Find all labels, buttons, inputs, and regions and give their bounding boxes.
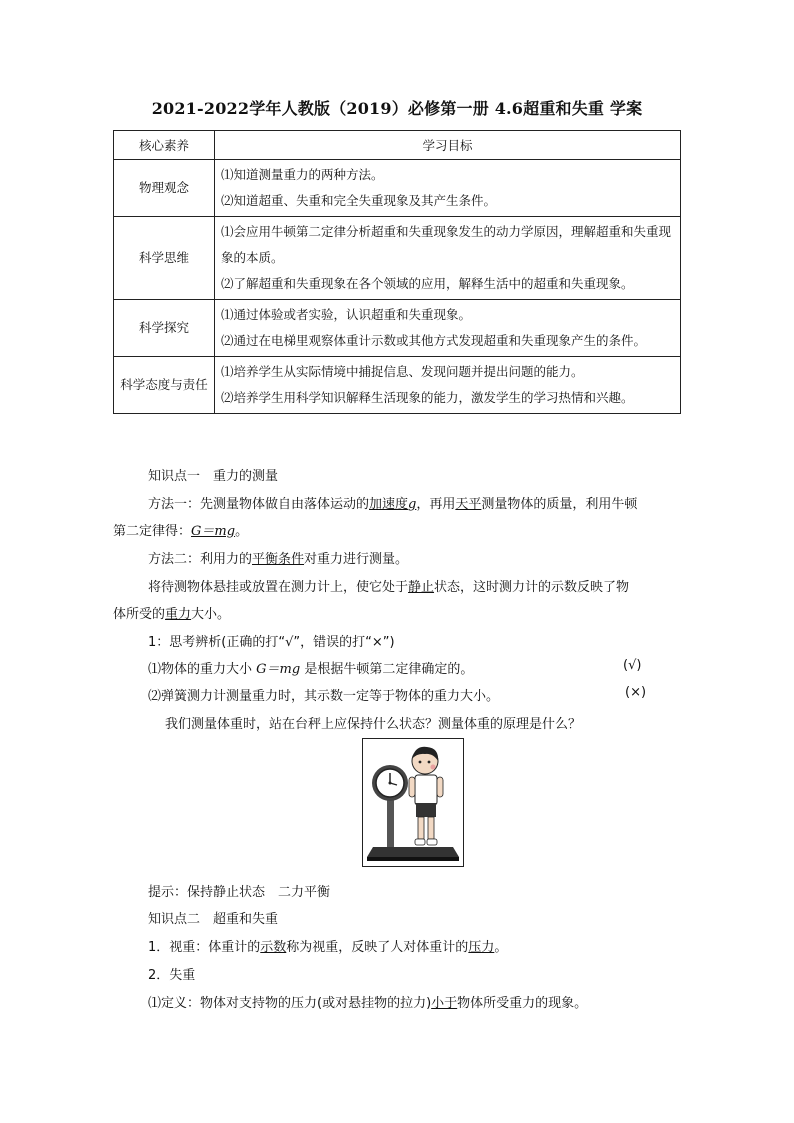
judge-mark-1: (√) [623,658,642,673]
formula: G＝mg [191,524,236,539]
answer-blank: 小于 [431,996,458,1011]
goals-cell [215,300,681,357]
header-core-literacy: 核心素养 [114,131,215,160]
text-fragment: 体所受的 [113,607,166,622]
text-fragment: 方法二：利用力的 [148,552,253,567]
section2-item-2: 2．失重 [148,968,196,983]
paragraph-line [148,576,629,595]
goal-item: ⑵了解超重和失重现象在各个领域的应用，解释生活中的超重和失重现象。 [221,276,634,291]
section2-heading: 知识点二 超重和失重 [148,912,279,927]
text-fragment: 方法一：先测量物体做自由落体运动的 [148,497,370,512]
table-row [114,160,681,217]
text-fragment: 。 [494,940,508,955]
table-row [114,300,681,357]
judge-item-1 [148,658,473,677]
text-fragment: 第二定律得： [113,524,192,539]
answer-blank: 重力 [165,607,192,622]
goal-item: ⑴知道测量重力的两种方法。 [221,167,384,182]
goal-item: ⑴会应用牛顿第二定律分析超重和失重现象发生的动力学原因，理解超重和失重现象的本质。 [221,224,672,265]
answer-blank: g [408,497,417,512]
method2-line [148,548,408,567]
judge-mark-2: (×) [625,685,647,700]
category-cell: 科学探究 [114,300,215,357]
goal-item: ⑵培养学生用科学知识解释生活现象的能力，激发学生的学习热情和兴趣。 [221,390,634,405]
goal-item: ⑴通过体验或者实验，认识超重和失重现象。 [221,307,472,322]
hint-text: 提示：保持静止状态 二力平衡 [148,885,331,900]
goal-item: ⑴培养学生从实际情境中捕捉信息、发现问题并提出问题的能力。 [221,364,584,379]
boy-on-scale-image [363,739,463,866]
section2-item-3 [148,992,587,1011]
text-fragment: 物体所受重力的现象。 [457,996,588,1011]
answer-blank: 平衡条件 [252,552,305,567]
judge-item-2: ⑵弹簧测力计测量重力时，其示数一定等于物体的重力大小。 [148,689,500,704]
section1-heading: 知识点一 重力的测量 [148,469,279,484]
text-fragment: 大小。 [191,607,231,622]
text-fragment: ，再用 [416,497,456,512]
learning-goals-table [113,130,681,414]
document-title: 2021-2022学年人教版（2019）必修第一册 4.6超重和失重 学案 [151,99,643,118]
goal-item: ⑵知道超重、失重和完全失重现象及其产生条件。 [221,193,497,208]
scale-illustration [362,738,464,867]
text-fragment: ⑴定义：物体对支持物的压力(或对悬挂物的拉力) [148,996,432,1011]
table-row [114,357,681,414]
header-learning-goals: 学习目标 [215,131,681,160]
goals-cell [215,357,681,414]
table-header-row [114,131,681,160]
text-fragment: 1．视重：体重计的 [148,940,261,955]
text-fragment: 是根据牛顿第二定律确定的。 [300,662,474,677]
goals-cell [215,217,681,300]
text-fragment: 测量物体的质量，利用牛顿 [481,497,638,512]
paragraph-line2 [113,603,230,622]
answer-blank: 静止 [408,580,435,595]
answer-blank: 加速度 [369,497,409,512]
text-fragment: 对重力进行测量。 [304,552,409,567]
goals-cell [215,160,681,217]
category-cell: 科学态度与责任 [114,357,215,414]
answer-blank: 压力 [468,940,495,955]
method1-line [148,493,637,512]
section2-item-1 [148,936,507,955]
question-text: 我们测量体重时，站在台秤上应保持什么状态？测量体重的原理是什么？ [165,717,582,732]
text-fragment: ⑴物体的重力大小 [148,662,257,677]
category-cell: 物理观念 [114,160,215,217]
text-fragment: 将待测物体悬挂或放置在测力计上，使它处于 [148,580,409,595]
goal-item: ⑵通过在电梯里观察体重计示数或其他方式发现超重和失重现象产生的条件。 [221,333,647,348]
judge-title: 1：思考辨析(正确的打“√”，错误的打“×”) [148,635,395,650]
method1-line2 [113,520,248,539]
formula: G＝mg [256,662,301,677]
text-fragment: 。 [235,524,249,539]
text-fragment: 称为视重，反映了人对体重计的 [286,940,469,955]
answer-blank: 示数 [260,940,287,955]
category-cell: 科学思维 [114,217,215,300]
text-fragment: 状态，这时测力计的示数反映了物 [434,580,630,595]
table-row [114,217,681,300]
answer-blank: 天平 [455,497,482,512]
